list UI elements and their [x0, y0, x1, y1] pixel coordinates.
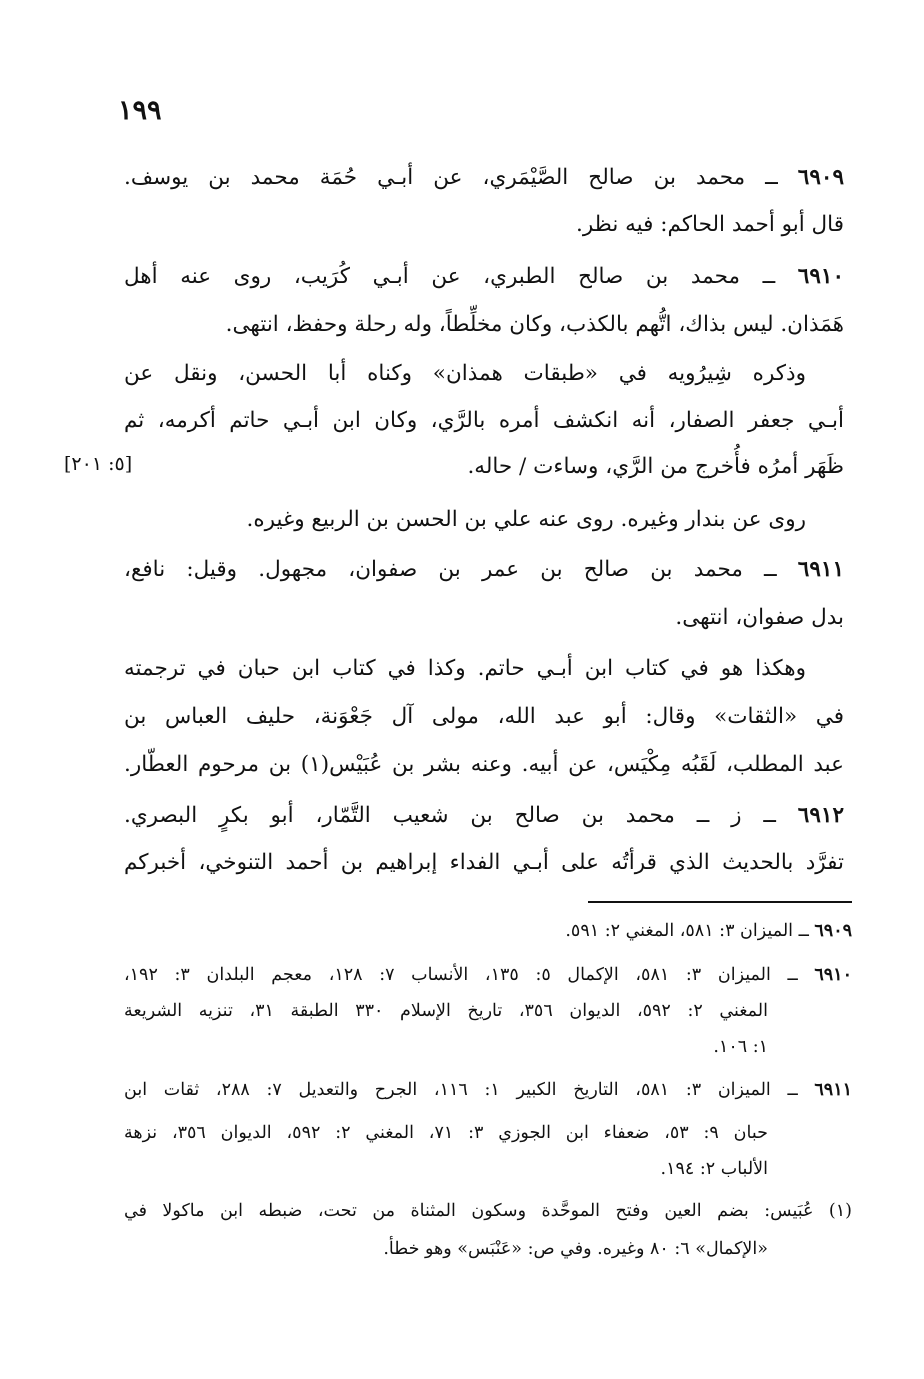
footnote-1-line-2 [124, 1236, 768, 1262]
line-text: في «الثقات» وقال: أبو عبد الله، مولى آل جَعْوَنة، حليف العباس بن [124, 704, 844, 729]
entry-6910-line-6 [124, 505, 806, 535]
line-text: تفرَّد بالحديث الذي قرأتُه على أبـي الفداء إبراهيم بن أحمد التنوخي، أخبركم [124, 850, 844, 875]
entry-6910-line-4 [124, 406, 844, 436]
entry-number: ٦٩١١ [797, 557, 844, 582]
entry-6909-line-2 [124, 210, 844, 240]
entry-6911-line-3 [124, 654, 806, 684]
entry-6910-line-1 [124, 262, 844, 292]
footnote-text: حبان ٩: ٥٣، ضعفاء ابن الجوزي ٣: ٧١، المغني ٢: ٥٩٢، الديوان ٣٥٦، نزهة [124, 1123, 768, 1143]
entry-6909-line-1 [124, 163, 844, 193]
entry-6911-line-5 [124, 750, 844, 780]
entry-6912-line-2 [124, 848, 844, 878]
footnote-6910-line-2 [124, 998, 768, 1024]
footnote-number: ٦٩١٠ [814, 965, 852, 985]
line-text: ــ ز ــ محمد بن صالح بن شعيب التَّمّار، أبو بكرٍ البصري. [124, 803, 798, 828]
footnote-6910-line-3 [124, 1034, 768, 1060]
footnote-text: ــ الميزان ٣: ٥٨١، الإكمال ٥: ١٣٥، الأنساب ٧: ١٢٨، معجم البلدان ٣: ١٩٢، [124, 965, 815, 985]
line-text: عبد المطلب، لَقَبُه مِكْيَس، عن أبيه. وعنه بشر بن عُبَيْس(١) بن مرحوم العطّار. [124, 752, 844, 777]
entry-number: ٦٩١٠ [797, 264, 844, 289]
entry-6911-line-4 [124, 702, 844, 732]
page-number: ١٩٩ [118, 95, 162, 126]
footnote-text: المغني ٢: ٥٩٢، الديوان ٣٥٦، تاريخ الإسلام ٣٣٠ الطبقة ٣١، تنزيه الشريعة [124, 1001, 768, 1021]
footnote-text: ــ الميزان ٣: ٥٨١، التاريخ الكبير ١: ١١٦، الجرح والتعديل ٧: ٢٨٨، ثقات ابن [124, 1080, 815, 1100]
footnote-separator [588, 901, 852, 903]
footnote-number: ٦٩٠٩ [814, 921, 852, 941]
footnote-6909 [124, 918, 852, 944]
line-text: ــ محمد بن صالح بن عمر بن صفوان، مجهول. وقيل: نافع، [124, 557, 798, 582]
footnote-number: ٦٩١١ [814, 1080, 852, 1100]
footnote-6911-line-3 [124, 1156, 768, 1182]
footnote-text: ــ الميزان ٣: ٥٨١، المغني ٢: ٥٩١. [565, 921, 815, 941]
line-text: بدل صفوان، انتهى. [675, 605, 844, 630]
line-text: هَمَذان. ليس بذاك، اتُّهم بالكذب، وكان مخلِّطاً، وله رحلة وحفظ، انتهى. [225, 312, 844, 337]
line-text: ظَهَر أمرُه فأُخرج من الرَّي، وساءت / حاله. [467, 454, 844, 479]
entry-6912-line-1 [124, 801, 844, 831]
footnote-1-line-1 [124, 1198, 852, 1224]
footnote-text: (١) عُبَيس: بضم العين وفتح الموحَّدة وسكون المثناة من تحت، ضبطه ابن ماكولا في [124, 1201, 852, 1221]
line-text: وهكذا هو في كتاب ابن أبـي حاتم. وكذا في كتاب ابن حبان في ترجمته [124, 656, 806, 681]
footnote-6911-line-1 [124, 1077, 852, 1103]
entry-number: ٦٩١٢ [797, 803, 844, 828]
footnote-text: «الإكمال» ٦: ٨٠ وغيره. وفي ص: «عَنْبَس» وهو خطأ. [383, 1239, 768, 1259]
line-text: ــ محمد بن صالح الصَّيْمَري، عن أبـي حُمَة محمد بن يوسف. [124, 165, 798, 190]
entry-number: ٦٩٠٩ [797, 165, 844, 190]
line-text: روى عن بندار وغيره. روى عنه علي بن الحسن بن الربيع وغيره. [246, 507, 806, 532]
footnote-6911-line-2 [124, 1120, 768, 1146]
entry-6911-line-1 [124, 555, 844, 585]
line-text: ــ محمد بن صالح الطبري، عن أبـي كُرَيب، روى عنه أهل [124, 264, 798, 289]
line-text: وذكره شِيرُويه في «طبقات همذان» وكناه أبا الحسن، ونقل عن [124, 361, 806, 386]
line-text: أبـي جعفر الصفار، أنه انكشف أمره بالرَّي، وكان ابن أبـي حاتم أكرمه، ثم [124, 408, 844, 433]
entry-6910-line-2 [124, 310, 844, 340]
entry-6910-line-3 [124, 359, 806, 389]
footnote-text: ١: ١٠٦. [713, 1037, 768, 1057]
line-text: قال أبو أحمد الحاكم: فيه نظر. [575, 212, 844, 237]
margin-reference: [٥: ٢٠١] [64, 453, 133, 475]
entry-6911-line-2 [124, 603, 844, 633]
entry-6910-line-5 [124, 452, 844, 482]
footnote-6910-line-1 [124, 962, 852, 988]
footnote-text: الألباب ٢: ١٩٤. [660, 1159, 768, 1179]
